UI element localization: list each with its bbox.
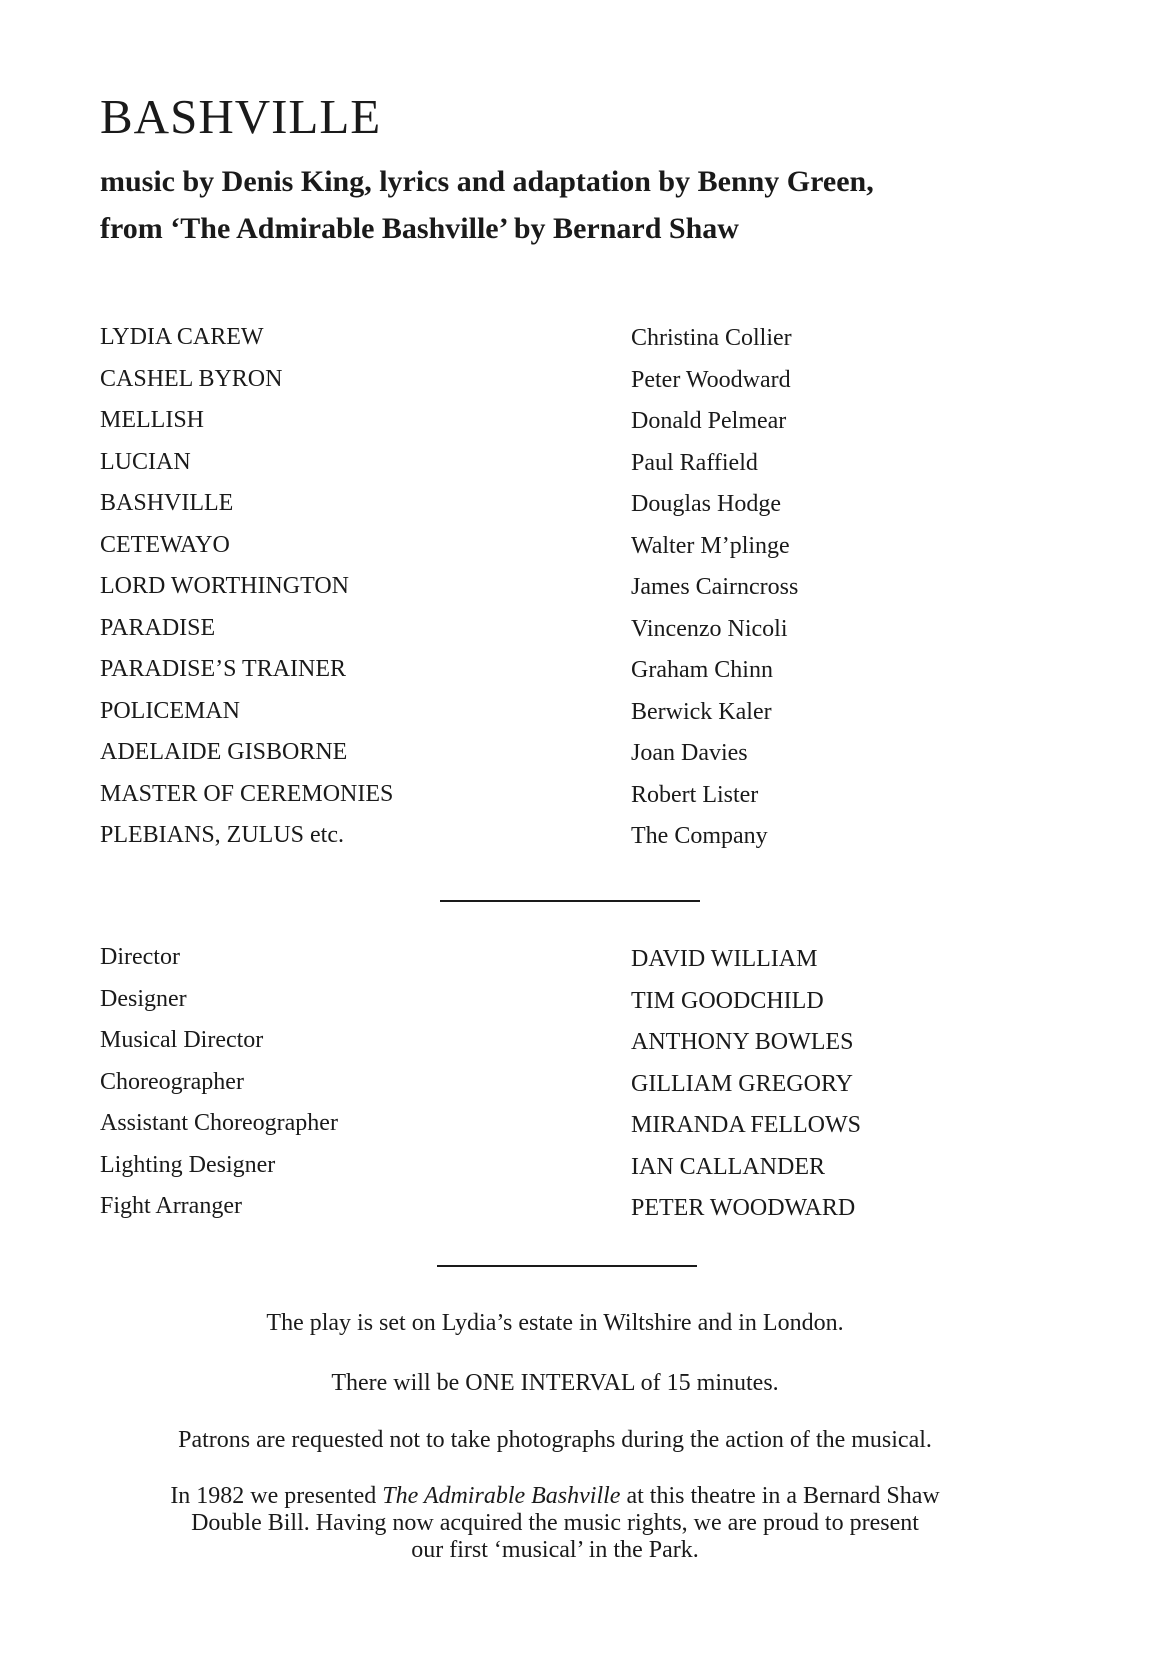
cast-actor: Graham Chinn [631,657,773,683]
history-line-3: our first ‘musical’ in the Park. [411,1537,699,1563]
cast-actor: The Company [631,823,768,849]
section-divider [437,1265,697,1267]
crew-role: Director [100,944,180,970]
cast-role: PARADISE [100,614,216,641]
cast-role: POLICEMAN [100,697,241,724]
crew-name: MIRANDA FELLOWS [631,1112,862,1138]
cast-actor: Donald Pelmear [631,408,787,434]
cast-actor: Christina Collier [631,325,792,351]
crew-name: PETER WOODWARD [631,1195,856,1221]
setting-note: The play is set on Lydia’s estate in Wiltshire and in London. [266,1310,844,1336]
cast-actor: Vincenzo Nicoli [631,615,788,642]
history-after: at this theatre in a Bernard Shaw [620,1483,940,1509]
crew-name-list [631,939,861,1230]
cast-role: LUCIAN [100,448,191,475]
crew-name: DAVID WILLIAM [631,946,818,972]
crew-role-list [100,937,338,1228]
cast-role: PLEBIANS, ZULUS etc. [100,822,344,848]
cast-actor: Joan Davies [631,740,748,766]
cast-actor: Berwick Kaler [631,698,772,725]
cast-actor: Paul Raffield [631,449,758,476]
cast-role: CASHEL BYRON [100,365,283,392]
cast-actor: Robert Lister [631,781,759,808]
history-before: In 1982 we presented [170,1483,383,1509]
cast-actor: James Cairncross [631,574,799,600]
cast-actor: Walter M’plinge [631,532,790,559]
crew-role: Designer [100,985,187,1012]
cast-role: ADELAIDE GISBORNE [100,739,348,765]
history-line-1 [100,1483,1010,1510]
play-title: The Admirable Bashville [382,1483,621,1509]
interval-note: There will be ONE INTERVAL of 15 minutes. [331,1370,779,1396]
page-title: BASHVILLE [100,89,382,144]
crew-role: Assistant Choreographer [100,1110,338,1136]
crew-role: Musical Director [100,1027,264,1053]
subtitle-line-2: from ‘The Admirable Bashville’ by Bernard Shaw [100,212,739,245]
cast-role-list [100,317,393,857]
cast-role: CETEWAYO [100,531,230,558]
cast-role: LORD WORTHINGTON [100,573,349,599]
cast-role: MELLISH [100,407,204,433]
cast-role: BASHVILLE [100,490,234,516]
history-line-2: Double Bill. Having now acquired the music rights, we are proud to present [191,1510,919,1536]
crew-name: TIM GOODCHILD [631,987,824,1014]
cast-actor: Douglas Hodge [631,491,781,517]
section-divider [440,900,700,902]
crew-name: GILLIAM GREGORY [631,1070,853,1097]
photography-note: Patrons are requested not to take photographs during the action of the musical. [178,1427,932,1453]
crew-role: Lighting Designer [100,1151,276,1178]
crew-name: IAN CALLANDER [631,1153,825,1180]
history-note [100,1483,1010,1564]
cast-role: LYDIA CAREW [100,324,264,350]
cast-actor-list [631,318,798,858]
cast-actor: Peter Woodward [631,366,791,393]
cast-role: MASTER OF CEREMONIES [100,780,394,807]
subtitle-line-1: music by Denis King, lyrics and adaptation by Benny Green, [100,165,874,198]
cast-role: PARADISE’S TRAINER [100,656,347,682]
credits-subtitle [100,158,1100,252]
crew-role: Choreographer [100,1068,244,1095]
crew-role: Fight Arranger [100,1193,242,1219]
crew-name: ANTHONY BOWLES [631,1029,854,1055]
